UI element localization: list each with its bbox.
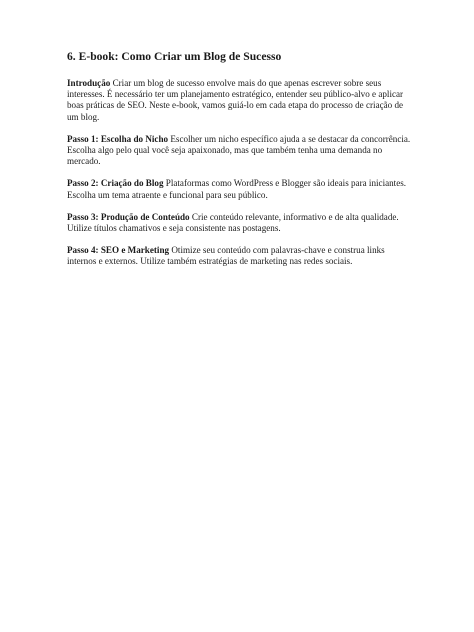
section-heading: Passo 1: Escolha do Nicho bbox=[67, 133, 169, 144]
section-body: Otimize seu conteúdo com palavras-chave e construa links internos e externos. Utilize também estratégias de marketing nas redes sociais. bbox=[67, 245, 385, 267]
section-body: Escolher um nicho específico ajuda a se destacar da concorrência. Escolha algo pelo qual você seja apaixonado, mas que também tenha uma demanda no mercado. bbox=[67, 133, 411, 167]
section-heading: Passo 4: SEO e Marketing bbox=[67, 245, 170, 256]
section-step-3 bbox=[67, 212, 412, 234]
section-heading: Passo 3: Produção de Conteúdo bbox=[67, 211, 190, 222]
section-step-2 bbox=[67, 178, 412, 200]
section-heading: Introdução bbox=[67, 78, 111, 88]
document-title: 6. E-book: Como Criar um Blog de Sucesso bbox=[67, 50, 282, 63]
section-body: Criar um blog de sucesso envolve mais do que apenas escrever sobre seus interesses. É necessário ter um planejamento estratégico, entender seu público-alvo e aplicar boas práticas de SEO. Neste e-book, vamos guiá-lo em cada etapa do processo de criação de um blog. bbox=[67, 78, 404, 122]
section-step-4 bbox=[67, 245, 412, 267]
section-introduction bbox=[67, 78, 412, 123]
section-body: Crie conteúdo relevante, informativo e de alta qualidade. Utilize títulos chamativos e seja consistente nas postagens. bbox=[67, 211, 399, 234]
section-body: Plataformas como WordPress e Blogger são ideais para iniciantes. Escolha um tema atraente e funcional para seu público. bbox=[67, 178, 407, 200]
section-heading: Passo 2: Criação do Blog bbox=[67, 178, 164, 189]
section-step-1 bbox=[67, 134, 412, 168]
document-content bbox=[67, 50, 412, 279]
